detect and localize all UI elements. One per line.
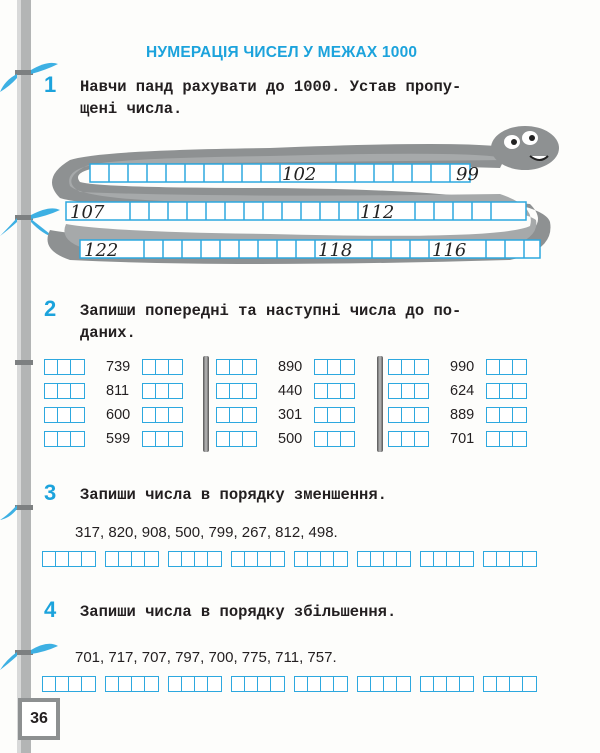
answer-cell[interactable] bbox=[522, 676, 537, 692]
task4-number: 4 bbox=[44, 597, 57, 622]
answer-cell[interactable] bbox=[70, 383, 85, 399]
answer-cell[interactable] bbox=[340, 407, 355, 423]
given-number: 301 bbox=[278, 407, 303, 423]
answer-cell[interactable] bbox=[414, 431, 429, 447]
answer-slot[interactable] bbox=[168, 551, 222, 567]
given-number: 811 bbox=[106, 383, 130, 399]
answer-cell[interactable] bbox=[168, 431, 183, 447]
previous-number-cells[interactable] bbox=[216, 407, 257, 423]
page-title: НУМЕРАЦІЯ ЧИСЕЛ У МЕЖАХ 1000 bbox=[146, 44, 418, 61]
task1-number: 1 bbox=[44, 72, 57, 97]
snake-number: 118 bbox=[318, 240, 353, 261]
snake-illustration bbox=[30, 120, 570, 280]
page-number: 36 bbox=[18, 698, 60, 740]
answer-slot[interactable] bbox=[105, 551, 159, 567]
task2-text-line2: даних. bbox=[80, 324, 136, 342]
answer-cell[interactable] bbox=[81, 551, 96, 567]
answer-slot[interactable] bbox=[231, 551, 285, 567]
answer-cell[interactable] bbox=[333, 676, 348, 692]
answer-slot[interactable] bbox=[420, 676, 474, 692]
snake-number: 107 bbox=[70, 202, 105, 223]
answer-slot[interactable] bbox=[105, 676, 159, 692]
task2-text-line1: Запиши попередні та наступні числа до по- bbox=[80, 302, 462, 320]
answer-cell[interactable] bbox=[459, 551, 474, 567]
answer-cell[interactable] bbox=[414, 383, 429, 399]
next-number-cells[interactable] bbox=[314, 407, 355, 423]
answer-cell[interactable] bbox=[144, 676, 159, 692]
next-number-cells[interactable] bbox=[142, 383, 183, 399]
answer-slot[interactable] bbox=[231, 676, 285, 692]
answer-cell[interactable] bbox=[168, 359, 183, 375]
task4-sequence: 701, 717, 707, 797, 700, 775, 711, 757. bbox=[75, 649, 337, 666]
answer-slot[interactable] bbox=[357, 551, 411, 567]
previous-number-cells[interactable] bbox=[216, 383, 257, 399]
answer-cell[interactable] bbox=[396, 551, 411, 567]
next-number-cells[interactable] bbox=[142, 359, 183, 375]
next-number-cells[interactable] bbox=[486, 383, 527, 399]
answer-slot[interactable] bbox=[483, 676, 537, 692]
answer-slot[interactable] bbox=[168, 676, 222, 692]
snake-number: 99 bbox=[456, 164, 479, 185]
answer-cell[interactable] bbox=[522, 551, 537, 567]
answer-cell[interactable] bbox=[512, 383, 527, 399]
answer-cell[interactable] bbox=[207, 551, 222, 567]
answer-cell[interactable] bbox=[168, 407, 183, 423]
answer-cell[interactable] bbox=[70, 431, 85, 447]
given-number: 889 bbox=[450, 407, 475, 423]
snake-number: 122 bbox=[84, 240, 119, 261]
snake-number: 112 bbox=[360, 202, 395, 223]
previous-number-cells[interactable] bbox=[44, 407, 85, 423]
task2-number: 2 bbox=[44, 296, 57, 321]
given-number: 701 bbox=[450, 431, 475, 447]
answer-slot[interactable] bbox=[42, 551, 96, 567]
task3-sequence: 317, 820, 908, 500, 799, 267, 812, 498. bbox=[75, 524, 338, 541]
next-number-cells[interactable] bbox=[314, 359, 355, 375]
previous-number-cells[interactable] bbox=[216, 431, 257, 447]
task3-text: Запиши числа в порядку зменшення. bbox=[80, 486, 387, 504]
previous-number-cells[interactable] bbox=[388, 407, 429, 423]
given-number: 890 bbox=[278, 359, 303, 375]
answer-cell[interactable] bbox=[207, 676, 222, 692]
answer-slot[interactable] bbox=[294, 551, 348, 567]
answer-cell[interactable] bbox=[333, 551, 348, 567]
answer-cell[interactable] bbox=[396, 676, 411, 692]
answer-slot[interactable] bbox=[294, 676, 348, 692]
answer-cell[interactable] bbox=[414, 407, 429, 423]
answer-cell[interactable] bbox=[242, 383, 257, 399]
answer-slot[interactable] bbox=[357, 676, 411, 692]
answer-cell[interactable] bbox=[340, 431, 355, 447]
given-number: 990 bbox=[450, 359, 475, 375]
given-number: 739 bbox=[106, 359, 131, 375]
answer-slot[interactable] bbox=[483, 551, 537, 567]
answer-cell[interactable] bbox=[70, 359, 85, 375]
answer-cell[interactable] bbox=[340, 359, 355, 375]
next-number-cells[interactable] bbox=[314, 431, 355, 447]
bamboo-decoration bbox=[0, 0, 60, 753]
previous-number-cells[interactable] bbox=[44, 383, 85, 399]
task3-number: 3 bbox=[44, 480, 57, 505]
answer-cell[interactable] bbox=[144, 551, 159, 567]
next-number-cells[interactable] bbox=[142, 407, 183, 423]
previous-number-cells[interactable] bbox=[44, 431, 85, 447]
answer-cell[interactable] bbox=[242, 407, 257, 423]
answer-cell[interactable] bbox=[414, 359, 429, 375]
column-separator bbox=[377, 356, 383, 452]
next-number-cells[interactable] bbox=[486, 407, 527, 423]
previous-number-cells[interactable] bbox=[216, 359, 257, 375]
answer-cell[interactable] bbox=[270, 676, 285, 692]
task4-text: Запиши числа в порядку збільшення. bbox=[80, 603, 397, 621]
answer-slot[interactable] bbox=[42, 676, 96, 692]
answer-cell[interactable] bbox=[168, 383, 183, 399]
given-number: 599 bbox=[106, 431, 131, 447]
snake-number: 116 bbox=[432, 240, 467, 261]
previous-number-cells[interactable] bbox=[388, 431, 429, 447]
next-number-cells[interactable] bbox=[314, 383, 355, 399]
answer-cell[interactable] bbox=[242, 359, 257, 375]
answer-cell[interactable] bbox=[70, 407, 85, 423]
answer-cell[interactable] bbox=[270, 551, 285, 567]
task1-text-line1: Навчи панд рахувати до 1000. Устав пропу- bbox=[80, 78, 462, 96]
next-number-cells[interactable] bbox=[142, 431, 183, 447]
answer-cell[interactable] bbox=[81, 676, 96, 692]
previous-number-cells[interactable] bbox=[388, 383, 429, 399]
previous-number-cells[interactable] bbox=[388, 359, 429, 375]
given-number: 600 bbox=[106, 407, 131, 423]
given-number: 440 bbox=[278, 383, 303, 399]
answer-cell[interactable] bbox=[242, 431, 257, 447]
task1-text-line2: щені числа. bbox=[80, 100, 183, 118]
answer-cell[interactable] bbox=[512, 431, 527, 447]
answer-cell[interactable] bbox=[340, 383, 355, 399]
previous-number-cells[interactable] bbox=[44, 359, 85, 375]
answer-cell[interactable] bbox=[512, 407, 527, 423]
answer-slot[interactable] bbox=[420, 551, 474, 567]
given-number: 500 bbox=[278, 431, 303, 447]
snake-number: 102 bbox=[282, 164, 317, 185]
answer-cell[interactable] bbox=[512, 359, 527, 375]
next-number-cells[interactable] bbox=[486, 431, 527, 447]
next-number-cells[interactable] bbox=[486, 359, 527, 375]
column-separator bbox=[203, 356, 209, 452]
given-number: 624 bbox=[450, 383, 475, 399]
answer-cell[interactable] bbox=[459, 676, 474, 692]
